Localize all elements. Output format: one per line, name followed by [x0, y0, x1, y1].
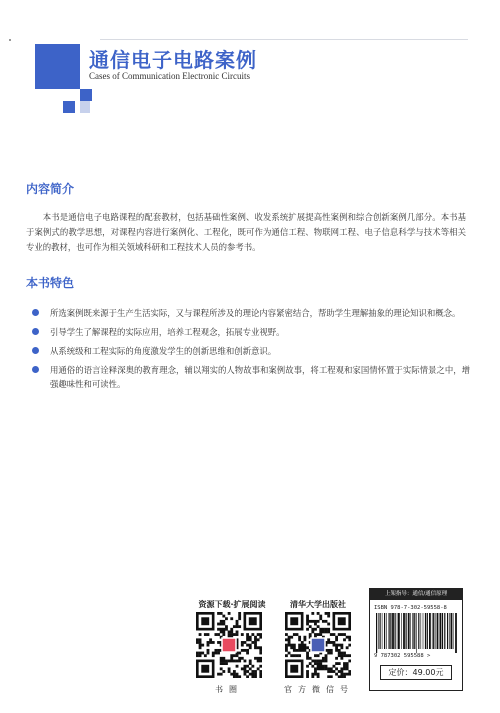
bullet-icon: [32, 347, 39, 354]
bullet-icon: [32, 309, 39, 316]
intro-heading: 内容简介: [26, 182, 75, 196]
barcode-panel: [369, 588, 463, 691]
decor-square-small: [80, 89, 92, 101]
barcode-icon: [374, 613, 458, 653]
qr-code-icon[interactable]: [196, 612, 262, 678]
feature-item: [30, 325, 470, 339]
feature-text: 所选案例既来源于生产生活实际，又与课程所涉及的理论内容紧密结合，帮助学生理解抽象的理论知识和概念。: [50, 308, 461, 318]
corner-mark: [9, 39, 11, 41]
decor-square-large: [35, 44, 80, 89]
qr-right-caption: 官方微信号: [284, 685, 354, 694]
book-subtitle-en: Cases of Communication Electronic Circuits: [89, 71, 250, 81]
feature-text: 引导学生了解课程的实际应用，培养工程观念，拓展专业视野。: [50, 327, 285, 337]
decor-square-light: [80, 101, 90, 113]
price-label: 定价：49.00元: [380, 665, 452, 680]
shelf-category: 上架指导：通信/通信原理: [370, 589, 462, 600]
features-heading: 本书特色: [26, 276, 75, 290]
feature-item: [30, 363, 470, 391]
feature-text: 用通俗的语言诠释深奥的教育理念，辅以翔实的人物故事和案例故事，将工程观和家国情怀置于实际情景之中，增强趣味性和可读性。: [50, 365, 470, 389]
features-list: [30, 306, 470, 396]
book-title: 通信电子电路案例: [89, 48, 257, 72]
bullet-icon: [32, 328, 39, 335]
qr-right-label: 清华大学出版社: [290, 600, 346, 609]
feature-text: 从系统级和工程实际的角度激发学生的创新思维和创新意识。: [50, 346, 277, 356]
feature-item: [30, 344, 470, 358]
intro-paragraph: 本书是通信电子电路课程的配套教材，包括基础性案例、收发系统扩展提高性案例和综合创新案例几部分。本书基于案例式的教学思想，对课程内容进行案例化、工程化，既可作为通信工程、物联网工程、电子信息科学与技术等相关专业的教材，也可作为相关领域科研和工程技术人员的参考书。: [26, 212, 466, 252]
feature-item: [30, 306, 470, 320]
qr-left-label: 资源下载·扩展阅读: [198, 600, 266, 609]
header-rule: [100, 39, 468, 40]
isbn-text: ISBN 978-7-302-59558-8: [374, 605, 447, 611]
qr-left-caption: 书圈: [215, 685, 243, 694]
bullet-icon: [32, 366, 39, 373]
decor-square-small: [63, 101, 75, 113]
qr-code-icon[interactable]: [285, 612, 351, 678]
barcode-digits: 9 787302 595588 >: [374, 653, 431, 659]
